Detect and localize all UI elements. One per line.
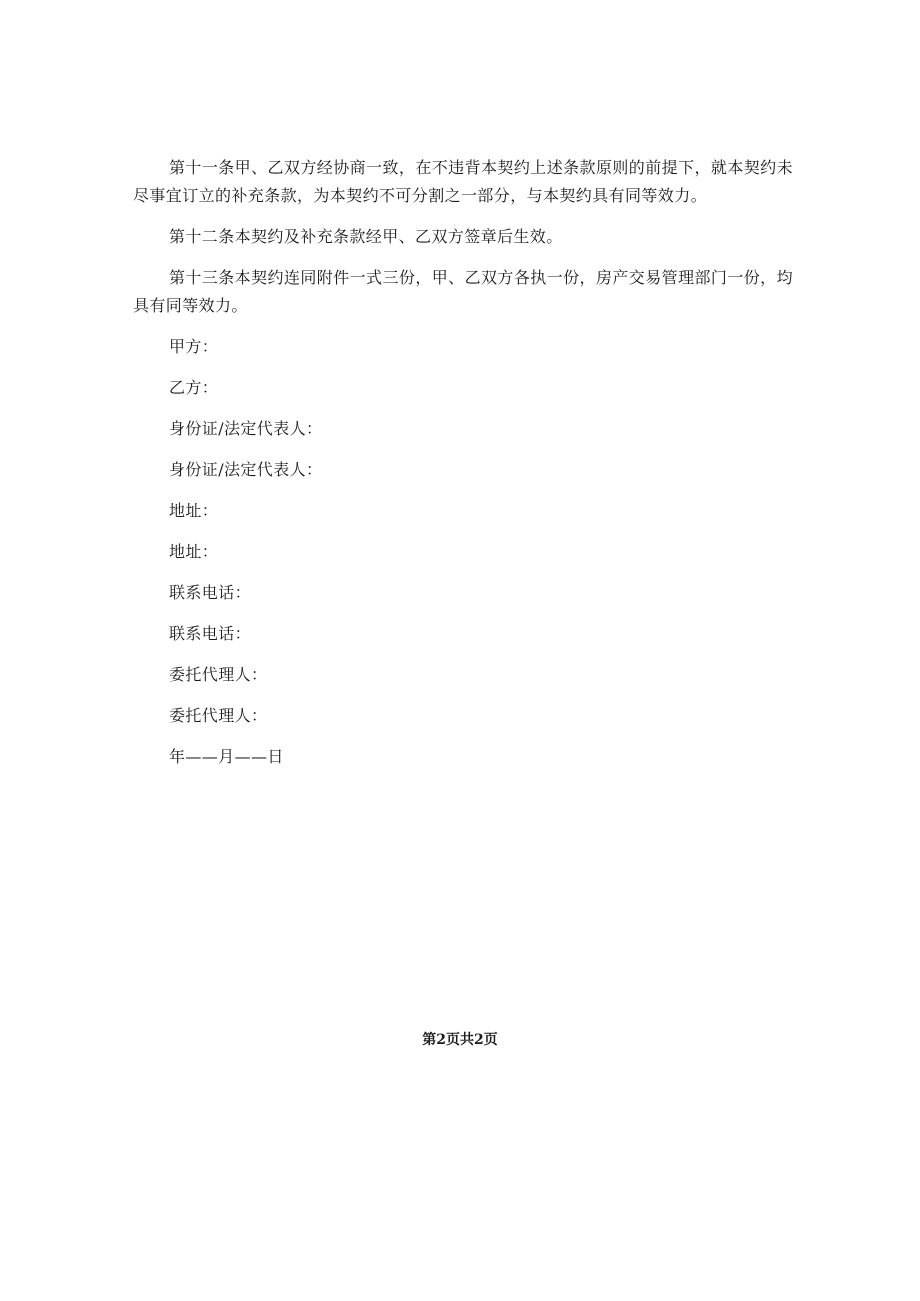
party-a-phone-label: 联系电话： <box>169 583 252 602</box>
clause-11: 第十一条甲、乙双方经协商一致，在不违背本契约上述条款原则的前提下，就本契约未尽事宜订立的补充条款，为本契约不可分割之一部分，与本契约具有同等效力。 <box>133 158 793 205</box>
party-a-id-label: 身份证/法定代表人： <box>169 419 323 438</box>
party-b-id-label: 身份证/法定代表人： <box>169 460 323 479</box>
document-body <box>133 154 793 784</box>
date-line: 年——月——日 <box>169 747 284 766</box>
party-b-phone-label: 联系电话： <box>169 624 252 643</box>
party-b-agent-label: 委托代理人： <box>169 706 268 725</box>
page-number: 第2页共2页 <box>422 1032 498 1048</box>
party-a-agent-label: 委托代理人： <box>169 665 268 684</box>
party-b-label: 乙方： <box>169 378 219 397</box>
party-a-label: 甲方： <box>169 337 219 356</box>
party-b-address-label: 地址： <box>169 542 219 561</box>
clause-12: 第十二条本契约及补充条款经甲、乙双方签章后生效。 <box>169 227 563 246</box>
party-a-address-label: 地址： <box>169 501 219 520</box>
clause-13: 第十三条本契约连同附件一式三份，甲、乙双方各执一份，房产交易管理部门一份，均具有同等效力。 <box>133 268 793 315</box>
